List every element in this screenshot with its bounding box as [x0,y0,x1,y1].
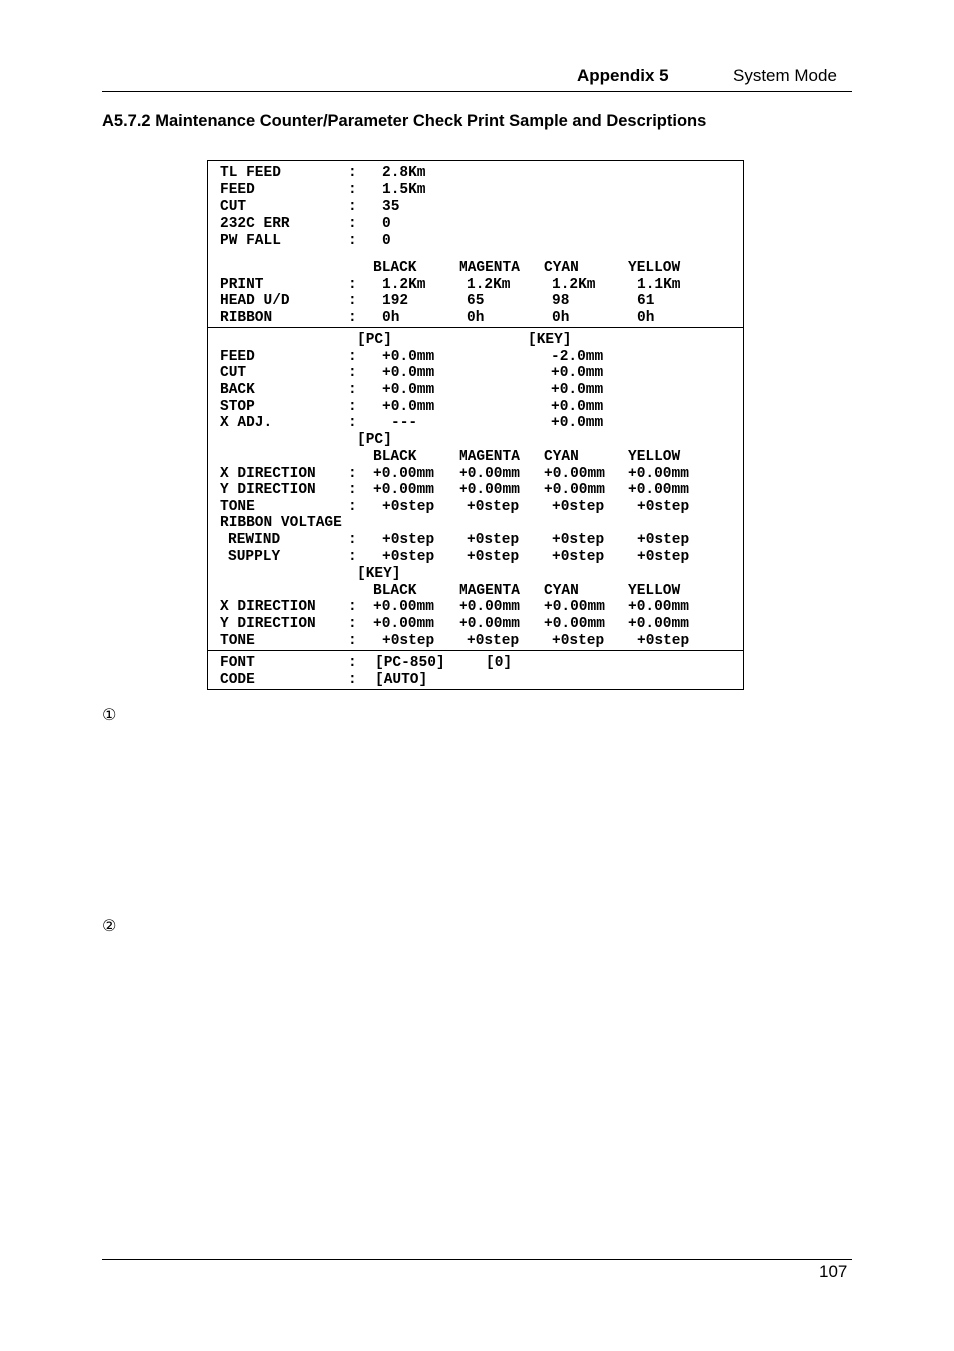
pc-adjust-value: +0.00mm [373,466,434,482]
usage-value: 0h [552,310,570,326]
key-adjust-value: +0step [467,633,520,649]
ribbon-voltage-value: +0step [382,549,435,565]
page-number: 107 [819,1262,848,1281]
ribbon-voltage-colon: : [348,532,357,548]
key-adjust-colon: : [348,633,357,649]
usage-value: 0h [467,310,485,326]
font-colon: : [348,655,357,671]
pc-adjust-header-yellow: YELLOW [628,449,681,465]
counter-value: 1.5Km [382,182,426,198]
key-adjust-value: +0.00mm [459,599,520,615]
key-adjust-label: TONE [220,633,255,649]
pc-adjust-value: +0.00mm [628,482,689,498]
counter-colon: : [348,216,357,232]
offset-pc-value: +0.0mm [382,349,435,365]
ribbon-voltage-label: RIBBON VOLTAGE [220,515,342,531]
usage-colon: : [348,277,357,293]
code-value: [AUTO] [375,672,428,688]
offset-key-value: -2.0mm [551,349,604,365]
counter-value: 2.8Km [382,165,426,181]
pc-adjust-value: +0.00mm [459,466,520,482]
usage-label: HEAD U/D [220,293,290,309]
appendix-label: Appendix 5 [577,66,669,85]
key-adjust-label: X DIRECTION [220,599,316,615]
usage-label: RIBBON [220,310,273,326]
offset-colon: : [348,365,357,381]
ribbon-voltage-value: +0step [467,532,520,548]
offset-pc-value: +0.0mm [382,382,435,398]
font-value: [PC-850] [375,655,445,671]
offset-pc-value: +0.0mm [382,365,435,381]
pc-adjust-value: +0step [637,499,690,515]
usage-value: 192 [382,293,409,309]
offset-colon: : [348,415,357,431]
usage-value: 1.2Km [552,277,596,293]
pc-adjust-header-black: BLACK [373,449,417,465]
usage-value: 61 [637,293,655,309]
key-adjust-value: +0.00mm [373,599,434,615]
offset-pc-value: +0.0mm [382,399,435,415]
pc-adjust-label: Y DIRECTION [220,482,316,498]
pc-adjust-header-magenta: MAGENTA [459,449,520,465]
pc-adjust-value: +0.00mm [544,482,605,498]
header-rule [102,91,852,92]
ribbon-voltage-colon: : [348,549,357,565]
offset-colon: : [348,349,357,365]
offset-key-value: +0.0mm [551,399,604,415]
footer-rule [102,1259,852,1260]
code-colon: : [348,672,357,688]
section-title: A5.7.2 Maintenance Counter/Parameter Check Print Sample and Descriptions [102,112,707,130]
pc-adjust-label: TONE [220,499,255,515]
ribbon-voltage-sub-label: SUPPLY [228,549,281,565]
key-adjust-label: Y DIRECTION [220,616,316,632]
marker-2: ② [102,916,117,935]
pc-adjust-value: +0step [552,499,605,515]
offset-label: CUT [220,365,247,381]
key-adjust-value: +0step [552,633,605,649]
usage-value: 0h [637,310,655,326]
chapter-label: System Mode [733,66,837,85]
key-adjust-header-yellow: YELLOW [628,583,681,599]
counter-label: TL FEED [220,165,281,181]
ribbon-voltage-value: +0step [552,532,605,548]
key-adjust-value: +0.00mm [373,616,434,632]
font-label: FONT [220,655,255,671]
key-adjust-value: +0.00mm [459,616,520,632]
key-tag: [KEY] [528,332,572,348]
ribbon-voltage-value: +0step [552,549,605,565]
usage-header-cyan: CYAN [544,260,579,276]
usage-value: 98 [552,293,570,309]
print-separator-2 [207,650,744,651]
offset-label: BACK [220,382,255,398]
usage-colon: : [348,293,357,309]
key-adjust-colon: : [348,616,357,632]
pc-adjust-tag: [PC] [357,432,392,448]
pc-tag: [PC] [357,332,392,348]
offset-key-value: +0.0mm [551,365,604,381]
counter-colon: : [348,182,357,198]
usage-label: PRINT [220,277,264,293]
usage-colon: : [348,310,357,326]
ribbon-voltage-sub-label: REWIND [228,532,281,548]
ribbon-voltage-value: +0step [637,532,690,548]
key-adjust-header-cyan: CYAN [544,583,579,599]
offset-colon: : [348,382,357,398]
key-adjust-value: +0.00mm [544,599,605,615]
pc-adjust-value: +0.00mm [544,466,605,482]
offset-pc-value: --- [391,415,418,431]
counter-label: CUT [220,199,247,215]
counter-label: 232C ERR [220,216,290,232]
print-separator-1 [207,327,744,328]
marker-1: ① [102,705,117,724]
key-adjust-value: +0.00mm [628,616,689,632]
counter-colon: : [348,233,357,249]
key-adjust-colon: : [348,599,357,615]
counter-value: 35 [382,199,400,215]
pc-adjust-label: X DIRECTION [220,466,316,482]
usage-value: 1.2Km [467,277,511,293]
key-adjust-value: +0.00mm [544,616,605,632]
counter-label: FEED [220,182,255,198]
usage-value: 0h [382,310,400,326]
offset-label: STOP [220,399,255,415]
key-adjust-value: +0step [637,633,690,649]
offset-label: FEED [220,349,255,365]
usage-header-yellow: YELLOW [628,260,681,276]
ribbon-voltage-value: +0step [382,532,435,548]
usage-value: 1.1Km [637,277,681,293]
offset-label: X ADJ. [220,415,273,431]
pc-adjust-value: +0.00mm [373,482,434,498]
key-adjust-header-magenta: MAGENTA [459,583,520,599]
pc-adjust-value: +0.00mm [628,466,689,482]
pc-adjust-value: +0.00mm [459,482,520,498]
usage-value: 1.2Km [382,277,426,293]
offset-key-value: +0.0mm [551,382,604,398]
usage-header-black: BLACK [373,260,417,276]
ribbon-voltage-value: +0step [637,549,690,565]
pc-adjust-colon: : [348,499,357,515]
counter-value: 0 [382,216,391,232]
key-adjust-value: +0.00mm [628,599,689,615]
pc-adjust-header-cyan: CYAN [544,449,579,465]
usage-value: 65 [467,293,485,309]
pc-adjust-value: +0step [467,499,520,515]
usage-header-magenta: MAGENTA [459,260,520,276]
offset-key-value: +0.0mm [551,415,604,431]
pc-adjust-colon: : [348,482,357,498]
key-adjust-value: +0step [382,633,435,649]
key-adjust-tag: [KEY] [357,566,401,582]
key-adjust-header-black: BLACK [373,583,417,599]
counter-colon: : [348,199,357,215]
offset-colon: : [348,399,357,415]
ribbon-voltage-value: +0step [467,549,520,565]
counter-value: 0 [382,233,391,249]
pc-adjust-colon: : [348,466,357,482]
code-label: CODE [220,672,255,688]
counter-colon: : [348,165,357,181]
font-extra-value: [0] [486,655,513,671]
counter-label: PW FALL [220,233,281,249]
pc-adjust-value: +0step [382,499,435,515]
